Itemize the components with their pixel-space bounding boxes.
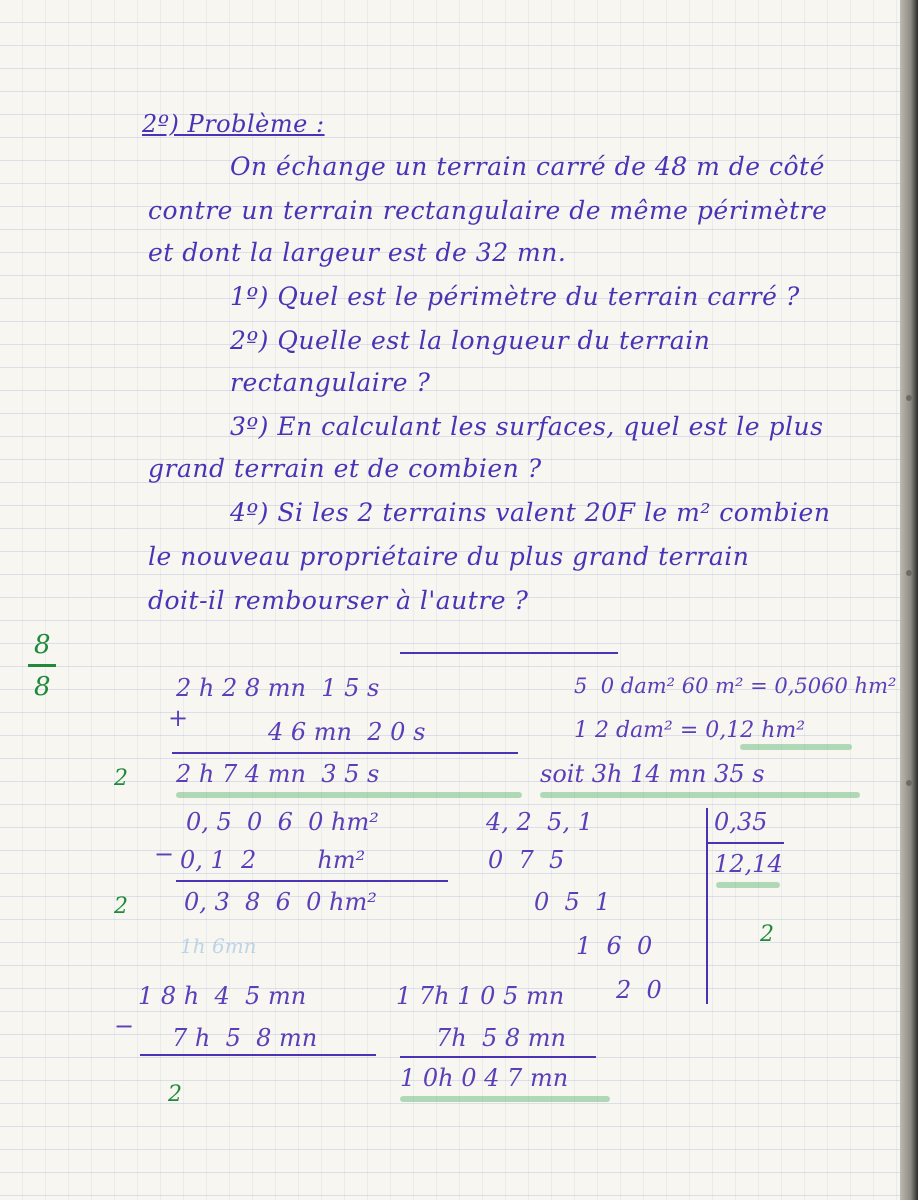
faint-note: 1h 6mn — [180, 934, 257, 958]
division-step-2: 0 5 1 — [534, 888, 611, 916]
time-sub-right-rule — [400, 1056, 596, 1058]
plus-sign: + — [168, 704, 189, 732]
division-rule — [708, 842, 784, 844]
time-sub-rule — [140, 1054, 376, 1056]
time-sub-right-1: 1 7h 1 0 5 mn — [396, 982, 565, 1010]
area-line-1: 5 0 dam² 60 m² = 0,5060 hm² — [574, 674, 897, 698]
mark-time: 2 — [168, 1082, 182, 1107]
problem-line: contre un terrain rectangulaire de même périmètre — [148, 196, 828, 225]
separator-line — [400, 652, 618, 654]
question-2: 2º) Quelle est la longueur du terrain — [230, 326, 711, 355]
addition-line-2: 4 6 mn 2 0 s — [268, 718, 426, 746]
grade-numerator: 8 — [34, 630, 51, 660]
green-underline — [400, 1096, 610, 1102]
problem-title: 2º) Problème : — [142, 110, 325, 138]
question-4-cont: doit-il rembourser à l'autre ? — [148, 586, 529, 615]
addition-result: 2 h 7 4 mn 3 5 s — [176, 760, 380, 788]
mark-division: 2 — [760, 922, 774, 947]
division-step-3: 1 6 0 — [576, 932, 653, 960]
time-sub-line-1: 1 8 h 4 5 mn — [138, 982, 307, 1010]
subtraction-line-1: 0, 5 0 6 0 hm² — [186, 808, 379, 836]
subtraction-result: 0, 3 8 6 0 hm² — [184, 888, 377, 916]
problem-line: On échange un terrain carré de 48 m de côté — [230, 152, 825, 181]
question-2-cont: rectangulaire ? — [230, 368, 431, 397]
division-bar — [706, 808, 708, 1004]
binding-hole — [906, 395, 912, 401]
subtraction-line-2: 0, 1 2 hm² — [180, 846, 366, 874]
mark-addition: 2 — [114, 766, 128, 791]
question-4-cont: le nouveau propriétaire du plus grand terrain — [148, 542, 750, 571]
division-dividend: 4, 2 5, 1 — [486, 808, 593, 836]
addition-line-1: 2 h 2 8 mn 1 5 s — [176, 674, 380, 702]
green-underline — [740, 744, 852, 750]
binding-hole — [906, 570, 912, 576]
mark-subtraction: 2 — [114, 894, 128, 919]
grade-fraction-bar — [28, 664, 56, 667]
addition-soit: soit 3h 14 mn 35 s — [540, 760, 765, 788]
minus-sign: − — [154, 840, 175, 868]
grade-denominator: 8 — [34, 672, 51, 702]
green-underline — [540, 792, 860, 798]
division-step-4: 2 0 — [616, 976, 662, 1004]
question-1: 1º) Quel est le périmètre du terrain carré ? — [230, 282, 800, 311]
addition-rule — [172, 752, 518, 754]
question-3: 3º) En calculant les surfaces, quel est le plus — [230, 412, 824, 441]
division-divisor: 0,35 — [714, 808, 768, 836]
minus-sign: − — [114, 1012, 135, 1040]
question-3-cont: grand terrain et de combien ? — [148, 454, 542, 483]
question-4: 4º) Si les 2 terrains valent 20F le m² combien — [230, 498, 831, 527]
binding-hole — [906, 780, 912, 786]
notebook-spine — [900, 0, 918, 1200]
green-underline — [716, 882, 780, 888]
problem-line: et dont la largeur est de 32 mn. — [148, 238, 567, 267]
area-line-2: 1 2 dam² = 0,12 hm² — [574, 718, 806, 743]
time-sub-line-2: 7 h 5 8 mn — [172, 1024, 318, 1052]
time-sub-right-2: 7h 5 8 mn — [436, 1024, 566, 1052]
green-underline — [176, 792, 522, 798]
subtraction-rule — [176, 880, 448, 882]
division-quotient: 12,14 — [714, 850, 783, 878]
time-sub-result: 1 0h 0 4 7 mn — [400, 1064, 569, 1092]
division-step-1: 0 7 5 — [488, 846, 565, 874]
